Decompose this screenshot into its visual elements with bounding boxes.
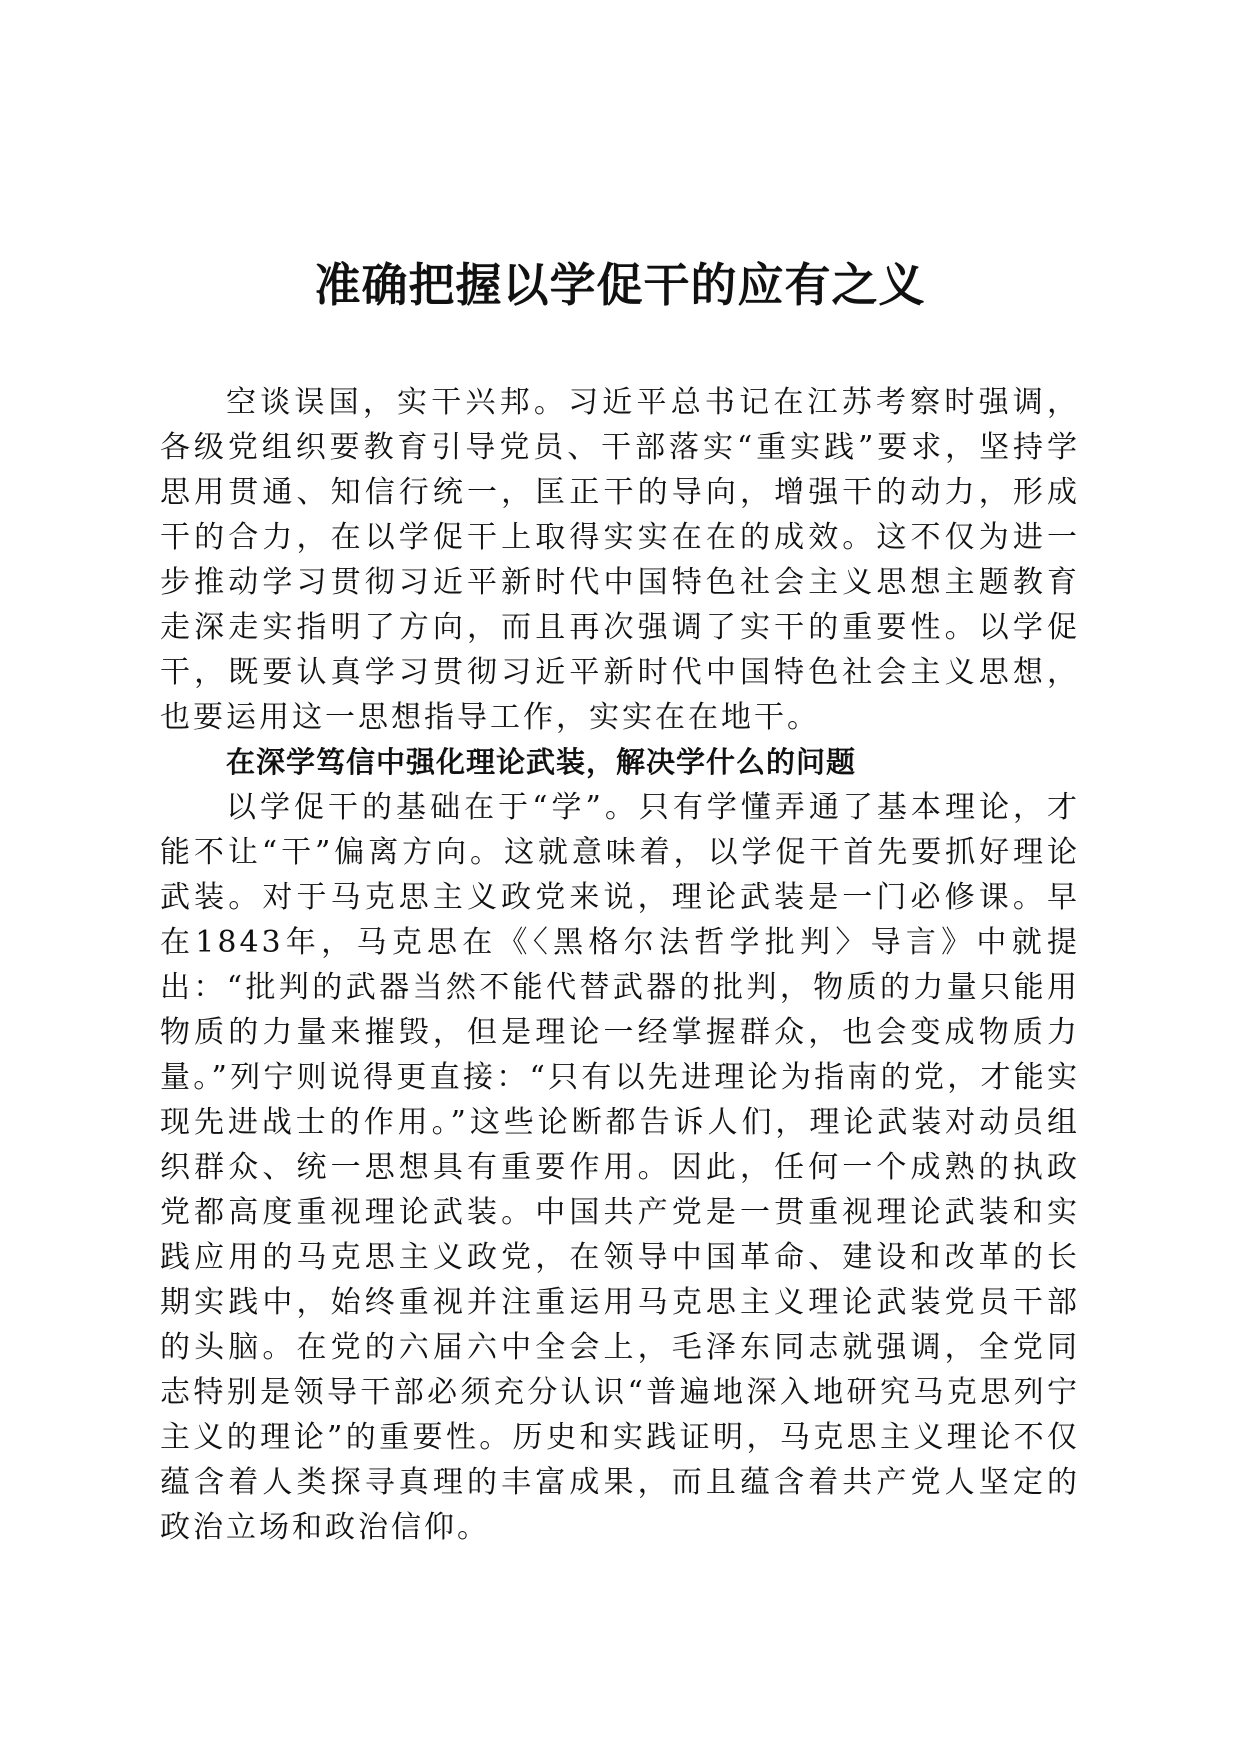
- section-heading: 在深学笃信中强化理论武装，解决学什么的问题: [226, 745, 857, 779]
- paragraph-intro: 空谈误国，实干兴邦。习近平总书记在江苏考察时强调，各级党组织要教育引导党员、干部落实“重实践”要求，坚持学思用贯通、知信行统一，匡正干的导向，增强干的动力，形成干的合力，在以学促干上取得实实在在的成效。这不仅为进一步推动学习贯彻习近平新时代中国特色社会主义思想主题教育走深走实指明了方向，而且再次强调了实干的重要性。以学促干，既要认真学习贯彻习近平新时代中国特色社会主义思想，也要运用这一思想指导工作，实实在在地干。: [160, 385, 1080, 735]
- article-body: [160, 380, 1080, 1550]
- page-title: 准确把握以学促干的应有之义: [314, 258, 926, 312]
- paragraph-theory: 以学促干的基础在于“学”。只有学懂弄通了基本理论，才能不让“干”偏离方向。这就意味着，以学促干首先要抓好理论武装。对于马克思主义政党来说，理论武装是一门必修课。早在1843年，马克思在《〈黑格尔法哲学批判〉导言》中就提出：“批判的武器当然不能代替武器的批判，物质的力量只能用物质的力量来摧毁，但是理论一经掌握群众，也会变成物质力量。”列宁则说得更直接：“只有以先进理论为指南的党，才能实现先进战士的作用。”这些论断都告诉人们，理论武装对动员组织群众、统一思想具有重要作用。因此，任何一个成熟的执政党都高度重视理论武装。中国共产党是一贯重视理论武装和实践应用的马克思主义政党，在领导中国革命、建设和改革的长期实践中，始终重视并注重运用马克思主义理论武装党员干部的头脑。在党的六届六中全会上，毛泽东同志就强调，全党同志特别是领导干部必须充分认识“普遍地深入地研究马克思列宁主义的理论”的重要性。历史和实践证明，马克思主义理论不仅蕴含着人类探寻真理的丰富成果，而且蕴含着共产党人坚定的政治立场和政治信仰。: [160, 790, 1080, 1545]
